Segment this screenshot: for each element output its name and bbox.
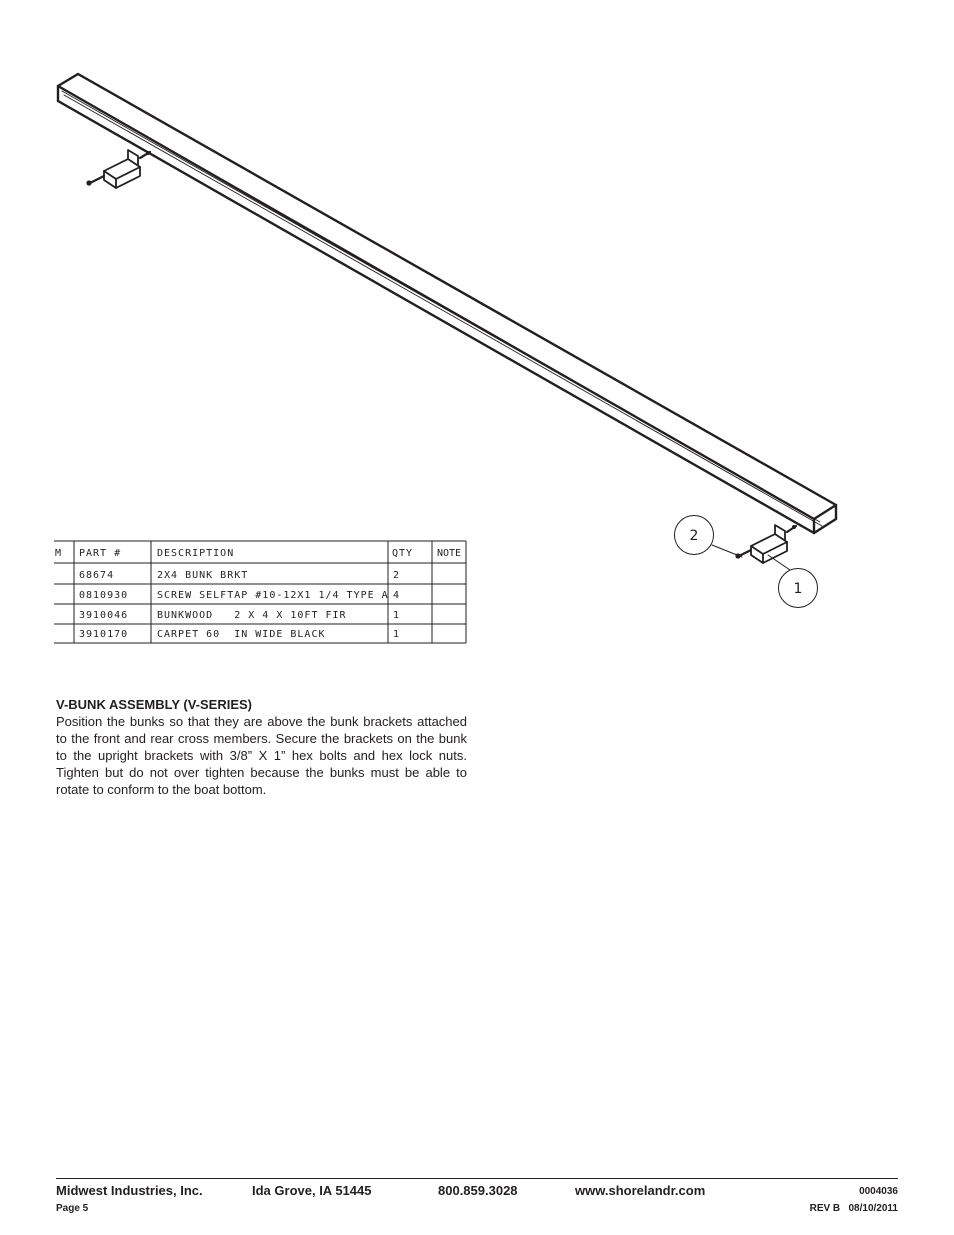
footer-city: Ida Grove, IA 51445 bbox=[252, 1183, 372, 1198]
assembly-instructions bbox=[56, 696, 467, 798]
table-row-qty: 1 bbox=[393, 610, 401, 621]
table-row-qty: 1 bbox=[393, 629, 401, 640]
table-row-part: 0810930 bbox=[79, 590, 129, 601]
bunk-bracket-lower bbox=[737, 525, 796, 563]
table-row-part: 68674 bbox=[79, 570, 115, 581]
table-row-description: SCREW SELFTAP #10-12X1 1/4 TYPE A bbox=[157, 590, 389, 601]
footer-phone: 800.859.3028 bbox=[438, 1183, 518, 1198]
table-row-qty: 2 bbox=[393, 570, 401, 581]
section-title: V-BUNK ASSEMBLY (V-SERIES) bbox=[56, 697, 253, 712]
footer-page-number: Page 5 bbox=[56, 1203, 89, 1214]
parts-table bbox=[54, 541, 466, 643]
table-header-part: PART # bbox=[79, 548, 122, 559]
svg-text:2: 2 bbox=[689, 528, 699, 544]
page-footer bbox=[56, 1178, 898, 1214]
table-header-description: DESCRIPTION bbox=[157, 548, 235, 559]
table-row-description: CARPET 60 IN WIDE BLACK bbox=[157, 629, 326, 640]
table-header-item: M bbox=[55, 548, 63, 559]
bunk-board bbox=[58, 74, 836, 533]
footer-company: Midwest Industries, Inc. bbox=[56, 1183, 203, 1198]
bunk-bracket-upper bbox=[88, 150, 150, 188]
callout-2 bbox=[675, 516, 714, 555]
table-row-part: 3910046 bbox=[79, 610, 129, 621]
section-body: Position the bunks so that they are above the bunk brackets attached to the front and rear cross members. Secure the brackets on the bunk to the upright brackets with 3/8” X 1” hex bolts and hex lock nuts. Tighten but do not over tighten because the bunks must be able to rotate to conform to the boat bottom. bbox=[56, 714, 467, 797]
table-row-description: BUNKWOOD 2 X 4 X 10FT FIR bbox=[157, 610, 347, 621]
footer-website[interactable]: www.shorelandr.com bbox=[575, 1183, 706, 1198]
footer-revision: REV B 08/10/2011 bbox=[809, 1203, 898, 1214]
table-header-qty: QTY bbox=[392, 548, 414, 559]
svg-text:1: 1 bbox=[793, 581, 803, 597]
footer-doc-number: 0004036 bbox=[859, 1186, 898, 1197]
table-row-description: 2X4 BUNK BRKT bbox=[157, 570, 249, 581]
table-row-qty: 4 bbox=[393, 590, 401, 601]
table-row-part: 3910170 bbox=[79, 629, 129, 640]
callout-1 bbox=[779, 569, 818, 608]
table-header-note: NOTE bbox=[437, 548, 462, 559]
